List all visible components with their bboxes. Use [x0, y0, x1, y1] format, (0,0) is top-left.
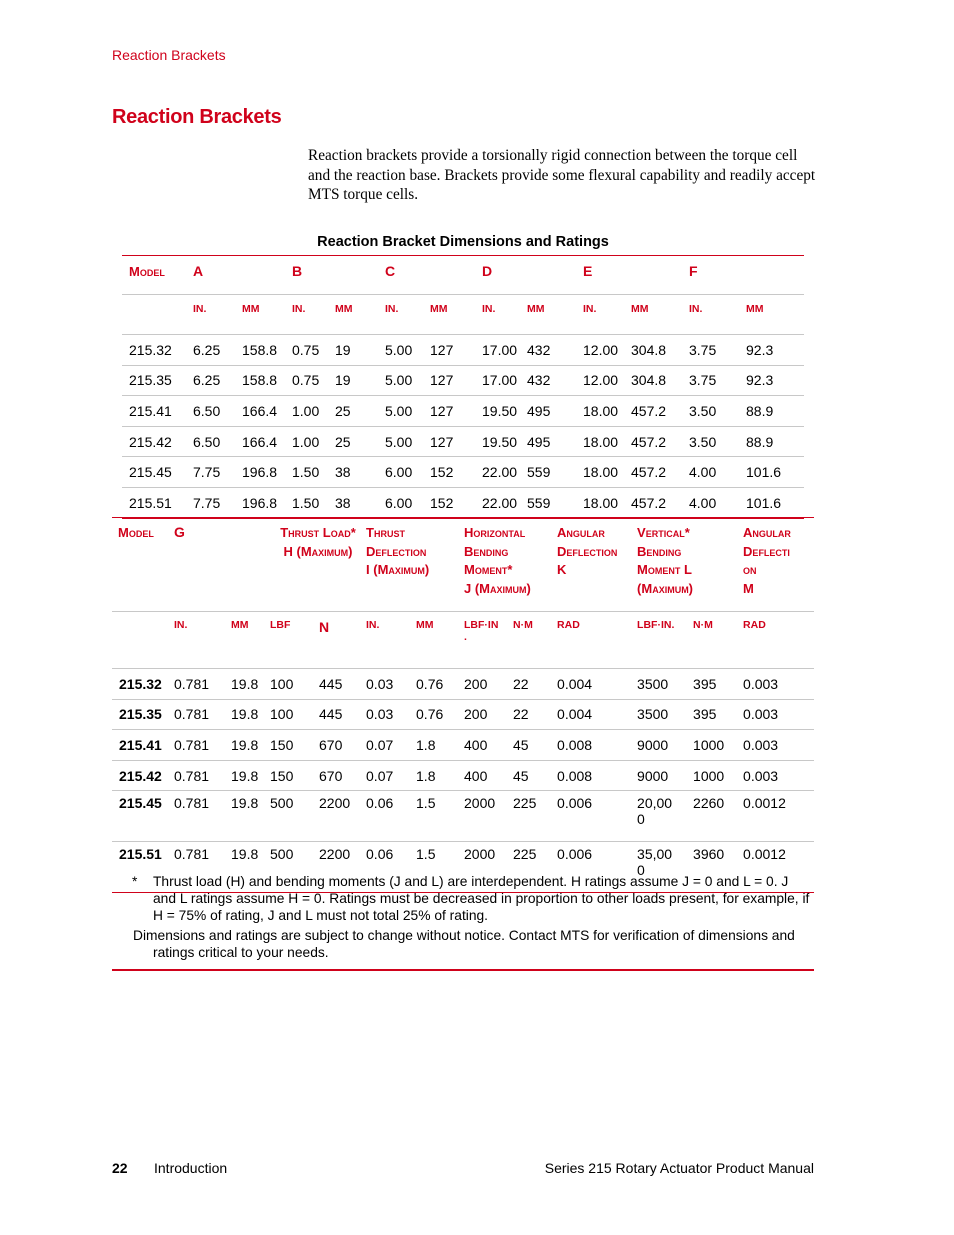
value-cell: 0.004 [557, 669, 637, 700]
intro-paragraph: Reaction brackets provide a torsionally rigid connection between the torque cell and the reaction base. Brackets provide some flexural capability and readily accept MTS torque cells. [308, 147, 816, 203]
value-cell: 166.4 [242, 396, 292, 427]
unit-cell: MM [746, 295, 804, 335]
value-cell: 9000 [637, 760, 693, 791]
value-cell: 395 [693, 669, 743, 700]
value-cell: 670 [319, 730, 366, 761]
table-row [112, 699, 814, 730]
unit-cell: N [319, 612, 366, 669]
value-cell: 45 [513, 760, 557, 791]
value-cell: 5.00 [385, 365, 430, 396]
value-line: 0 [637, 811, 645, 828]
value-cell: 0.0012 [743, 846, 786, 863]
table1-units-row [122, 295, 804, 335]
table2-units-row [112, 612, 814, 669]
value-cell: 445 [319, 669, 366, 700]
group-c-header: C [385, 256, 482, 295]
value-cell: 0.76 [416, 669, 464, 700]
value-cell: 45 [513, 730, 557, 761]
value-cell: 0.781 [174, 730, 231, 761]
value-cell: 150 [270, 730, 319, 761]
value-cell: 500 [270, 791, 319, 842]
value-cell: 6.00 [385, 494, 413, 511]
unit-cell: LBF [270, 612, 319, 669]
header-line: Thrust Load* [280, 525, 356, 540]
running-head: Reaction Brackets [112, 47, 226, 63]
table-row [122, 487, 804, 518]
value-cell: 0.003 [743, 699, 814, 730]
value-cell: 3.50 [689, 426, 746, 457]
value-cell: 7.75 [193, 457, 242, 488]
value-cell: 457.2 [631, 494, 667, 511]
value-cell: 559 [527, 494, 551, 511]
unit-cell-wrapped [464, 612, 513, 669]
value-cell: 166.4 [242, 426, 292, 457]
value-cell: 22.00 [482, 457, 527, 488]
unit-cell: IN. [193, 295, 242, 335]
value-cell: 0.0012 [743, 791, 814, 842]
table-row [112, 760, 814, 791]
value-cell: 495 [527, 426, 583, 457]
value-line: 0 [637, 862, 645, 879]
value-cell: 7.75 [193, 494, 221, 511]
value-cell: 22 [513, 669, 557, 700]
group-j-header [464, 518, 557, 612]
table2-header-row [112, 518, 814, 612]
value-cell: 432 [527, 365, 583, 396]
value-cell: 12.00 [583, 365, 631, 396]
unit-line: LBF·IN [464, 619, 499, 631]
unit-cell: MM [231, 612, 270, 669]
value-cell: 196.8 [242, 494, 278, 511]
value-cell: 457.2 [631, 457, 689, 488]
value-cell: 1.5 [416, 846, 436, 863]
unit-cell: MM [416, 612, 464, 669]
value-cell: 5.00 [385, 426, 430, 457]
value-cell: 3.75 [689, 365, 746, 396]
group-e-header: E [583, 256, 689, 295]
header-line: Bending [464, 543, 509, 559]
value-cell: 304.8 [631, 335, 689, 366]
table1-caption: Reaction Bracket Dimensions and Ratings [317, 234, 609, 250]
group-l-header [637, 518, 743, 612]
model-cell: 215.51 [119, 846, 162, 863]
value-cell: 1.5 [416, 791, 464, 842]
unit-cell: IN. [292, 295, 335, 335]
value-cell: 500 [270, 846, 294, 863]
value-cell: 2000 [464, 791, 513, 842]
value-cell: 304.8 [631, 365, 689, 396]
value-cell: 19.8 [231, 730, 270, 761]
model-cell: 215.51 [129, 494, 172, 511]
table-row [122, 365, 804, 396]
value-cell: 4.00 [689, 494, 717, 511]
footnote-marker: * [132, 874, 138, 889]
model-cell: 215.35 [122, 365, 193, 396]
model-cell: 215.41 [122, 396, 193, 427]
value-cell: 4.00 [689, 457, 746, 488]
value-cell: 19 [335, 335, 385, 366]
unit-cell: MM [335, 295, 385, 335]
header-line: Moment L [637, 562, 692, 577]
value-cell: 0.003 [743, 669, 814, 700]
value-cell: 1.00 [292, 426, 335, 457]
value-cell: 6.00 [385, 457, 430, 488]
value-cell: 18.00 [583, 426, 631, 457]
value-line: 35,00 [637, 846, 673, 863]
value-cell: 0.006 [557, 846, 593, 863]
header-line: Horizontal [464, 525, 526, 540]
value-cell: 22 [513, 699, 557, 730]
value-cell: 17.00 [482, 365, 527, 396]
table-row [122, 335, 804, 366]
unit-line: . [464, 631, 467, 643]
value-cell: 127 [430, 396, 482, 427]
unit-cell: RAD [557, 612, 637, 669]
footnote-thrust [112, 873, 814, 924]
group-k-header [557, 518, 637, 612]
value-cell: 457.2 [631, 396, 689, 427]
model-header: Model [122, 256, 193, 295]
value-cell: 432 [527, 335, 583, 366]
value-cell: 6.50 [193, 426, 242, 457]
value-cell: 12.00 [583, 335, 631, 366]
table-row [112, 669, 814, 700]
value-cell: 0.003 [743, 760, 814, 791]
page-number: 22 [112, 1160, 128, 1176]
value-cell: 2200 [319, 846, 351, 863]
unit-cell: LBF·IN. [637, 612, 693, 669]
dimensions-table [122, 255, 804, 519]
value-cell: 6.50 [193, 396, 242, 427]
header-line: Moment* [464, 562, 513, 577]
value-cell: 395 [693, 699, 743, 730]
value-cell: 25 [335, 396, 385, 427]
value-cell: 127 [430, 335, 482, 366]
value-cell: 158.8 [242, 335, 292, 366]
unit-cell: MM [242, 295, 292, 335]
model-cell: 215.42 [112, 760, 174, 791]
group-m-header [743, 518, 814, 612]
header-line: Deflection [366, 543, 427, 559]
value-cell: 225 [513, 791, 557, 842]
header-line: Deflection [557, 543, 618, 559]
table-row [112, 791, 814, 842]
group-h-header [270, 518, 366, 612]
unit-cell: RAD [743, 612, 814, 669]
group-a-header: A [193, 256, 292, 295]
value-cell: 127 [430, 365, 482, 396]
value-cell: 152 [430, 494, 454, 511]
value-cell: 17.00 [482, 335, 527, 366]
footer-manual-title: Series 215 Rotary Actuator Product Manual [544, 1160, 814, 1176]
value-cell: 0.75 [292, 365, 335, 396]
unit-cell: IN. [174, 612, 231, 669]
footnote-text: Thrust load (H) and bending moments (J and L) are interdependent. H ratings assume J = 0 and L = 0. J and L ratings assume H = 0. Ratings must be decreased in proportion to other loads present, for example, if H = 75% of rating, J and L must not total 25% of rating. [153, 874, 810, 923]
value-cell: 19.8 [231, 760, 270, 791]
value-cell: 0.75 [292, 335, 335, 366]
unit-cell: N·M [513, 612, 557, 669]
header-line: K [557, 562, 567, 577]
table-notes [112, 873, 814, 971]
model-cell: 215.32 [112, 669, 174, 700]
value-cell: 1.8 [416, 760, 464, 791]
value-cell: 19.8 [231, 846, 259, 863]
value-cell: 88.9 [746, 396, 804, 427]
value-cell: 1.50 [292, 457, 335, 488]
value-cell: 0.003 [743, 730, 814, 761]
header-line: J (Maximum) [464, 580, 531, 596]
value-cell: 400 [464, 760, 513, 791]
header-line: (Maximum) [637, 580, 694, 596]
value-cell: 670 [319, 760, 366, 791]
table-row [122, 426, 804, 457]
value-cell: 9000 [637, 730, 693, 761]
value-cell: 3960 [693, 846, 725, 863]
unit-cell: MM [631, 295, 689, 335]
value-cell: 6.25 [193, 365, 242, 396]
model-header: Model [112, 518, 174, 612]
value-cell: 5.00 [385, 396, 430, 427]
value-cell: 445 [319, 699, 366, 730]
value-cell: 88.9 [746, 426, 804, 457]
value-cell: 152 [430, 457, 482, 488]
header-line: Angular [557, 525, 605, 540]
value-cell: 5.00 [385, 335, 430, 366]
value-cell: 1000 [693, 760, 743, 791]
model-cell: 215.41 [112, 730, 174, 761]
unit-cell: MM [430, 295, 482, 335]
group-i-header [366, 518, 464, 612]
value-cell: 1000 [693, 730, 743, 761]
group-g-header [174, 518, 270, 612]
value-cell: 0.781 [174, 699, 231, 730]
header-line: Thrust [366, 525, 405, 540]
value-cell: 0.06 [366, 846, 394, 863]
model-cell: 215.45 [122, 457, 193, 488]
unit-cell: IN. [689, 295, 746, 335]
value-cell: 0.006 [557, 791, 637, 842]
header-line: Bending [637, 543, 682, 559]
value-cell: 457.2 [631, 426, 689, 457]
value-cell: 101.6 [746, 494, 782, 511]
model-cell: 215.42 [122, 426, 193, 457]
value-cell: 19 [335, 365, 385, 396]
value-cell: 19.8 [231, 791, 270, 842]
value-cell: 22.00 [482, 494, 518, 511]
value-cell: 0.008 [557, 760, 637, 791]
value-cell: 0.06 [366, 791, 416, 842]
group-g-label: G [174, 524, 185, 540]
value-cell: 225 [513, 846, 537, 863]
value-cell: 100 [270, 669, 319, 700]
value-cell: 0.781 [174, 669, 231, 700]
unit-cell: N·M [693, 612, 743, 669]
value-cell: 0.07 [366, 730, 416, 761]
value-cell: 0.004 [557, 699, 637, 730]
value-cell: 196.8 [242, 457, 292, 488]
value-cell: 25 [335, 426, 385, 457]
value-cell: 0.781 [174, 791, 231, 842]
value-cell: 0.76 [416, 699, 464, 730]
value-cell: 495 [527, 396, 583, 427]
table-row [122, 396, 804, 427]
value-cell: 2000 [464, 846, 496, 863]
value-cell: 1.50 [292, 494, 320, 511]
value-cell: 101.6 [746, 457, 804, 488]
value-cell [637, 791, 693, 842]
group-b-header: B [292, 256, 385, 295]
value-line: 20,00 [637, 795, 673, 812]
value-cell: 0.03 [366, 669, 416, 700]
unit-cell: IN. [583, 295, 631, 335]
value-cell: 3500 [637, 669, 693, 700]
header-line: Vertical* [637, 525, 690, 540]
ratings-table [112, 517, 814, 893]
value-cell: 6.25 [193, 335, 242, 366]
value-cell: 559 [527, 457, 583, 488]
value-cell: 0.03 [366, 699, 416, 730]
value-cell: 19.8 [231, 699, 270, 730]
note-disclaimer: Dimensions and ratings are subject to change without notice. Contact MTS for verification of dimensions and ratings critical to your needs. [133, 928, 795, 960]
value-cell: 19.50 [482, 426, 527, 457]
value-cell: 19.8 [231, 669, 270, 700]
value-cell: 18.00 [583, 494, 619, 511]
unit-cell: MM [527, 295, 583, 335]
footer-section: Introduction [154, 1160, 228, 1176]
header-line: Angular [743, 525, 791, 540]
table1-header-row [122, 256, 804, 295]
value-cell: 1.8 [416, 730, 464, 761]
value-cell: 92.3 [746, 335, 804, 366]
value-cell: 158.8 [242, 365, 292, 396]
unit-cell: IN. [385, 295, 430, 335]
table-row [122, 457, 804, 488]
value-cell: 0.781 [174, 760, 231, 791]
value-cell: 400 [464, 730, 513, 761]
model-cell: 215.35 [112, 699, 174, 730]
unit-cell: IN. [366, 612, 416, 669]
value-cell: 19.50 [482, 396, 527, 427]
value-cell: 2200 [319, 791, 366, 842]
value-cell: 92.3 [746, 365, 804, 396]
header-line: Deflecti [743, 543, 790, 559]
value-cell: 0.07 [366, 760, 416, 791]
header-line: M [743, 580, 754, 596]
value-cell: 38 [335, 494, 351, 511]
header-line: H (Maximum) [283, 543, 353, 559]
value-cell: 2260 [693, 791, 743, 842]
value-cell: 200 [464, 669, 513, 700]
group-d-header: D [482, 256, 583, 295]
value-cell: 127 [430, 426, 482, 457]
model-cell: 215.45 [112, 791, 174, 842]
value-cell: 18.00 [583, 457, 631, 488]
value-cell: 18.00 [583, 396, 631, 427]
value-cell: 100 [270, 699, 319, 730]
value-cell: 200 [464, 699, 513, 730]
value-cell: 0.008 [557, 730, 637, 761]
section-title: Reaction Brackets [112, 106, 282, 128]
unit-cell: IN. [482, 295, 527, 335]
value-cell: 0.781 [174, 846, 210, 863]
model-cell: 215.32 [122, 335, 193, 366]
value-cell: 3.50 [689, 396, 746, 427]
value-cell: 150 [270, 760, 319, 791]
value-cell: 3500 [637, 699, 693, 730]
table-row [112, 730, 814, 761]
value-cell: 1.00 [292, 396, 335, 427]
header-line: on [743, 562, 757, 577]
group-f-header: F [689, 256, 804, 295]
value-cell: 38 [335, 457, 385, 488]
value-cell: 3.75 [689, 335, 746, 366]
header-line: I (Maximum) [366, 562, 430, 577]
